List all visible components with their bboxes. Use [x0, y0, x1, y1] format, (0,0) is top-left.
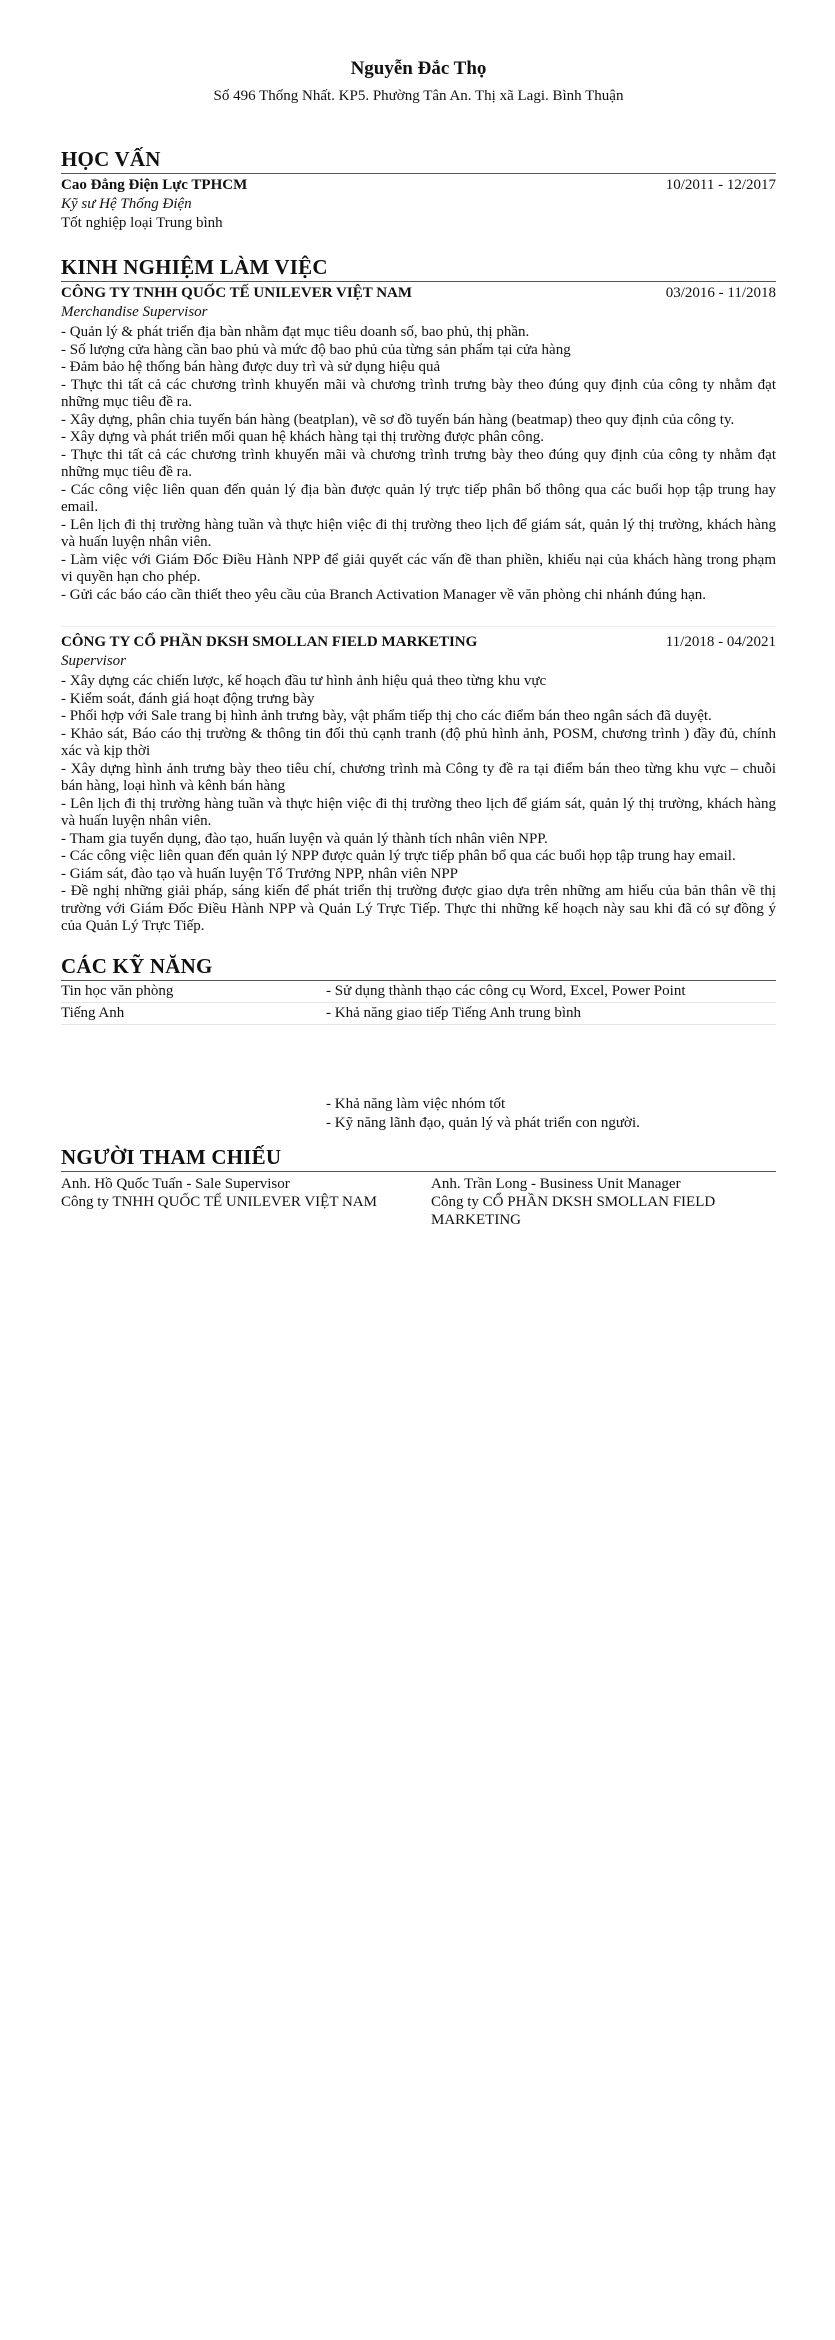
skill-name: Tin học văn phòng: [61, 982, 174, 999]
education-result: Tốt nghiệp loại Trung bình: [61, 215, 223, 231]
job-company: CÔNG TY TNHH QUỐC TẾ UNILEVER VIỆT NAM: [61, 285, 413, 301]
job-role: Merchandise Supervisor: [61, 304, 208, 320]
skill-desc: - Khả năng giao tiếp Tiếng Anh trung bình: [326, 1004, 581, 1021]
skill-row: [61, 1002, 776, 1024]
job-entry: [61, 284, 776, 604]
reference-item: [431, 1175, 761, 1229]
job-duties: [61, 324, 776, 604]
references-title: NGƯỜI THAM CHIẾU: [61, 1145, 776, 1172]
extra-skill-item: - Khả năng làm việc nhóm tốt: [326, 1095, 506, 1112]
resume-page: [61, 0, 776, 1229]
duty-item: - Xây dựng, phân chia tuyến bán hàng (beatplan), vẽ sơ đồ tuyến bán hàng (beatmap) theo quy định của công ty.: [61, 411, 735, 428]
education-row: [61, 176, 776, 195]
job-duties: [61, 673, 776, 936]
references-list: [61, 1175, 776, 1229]
skill-name: Tiếng Anh: [61, 1004, 125, 1021]
duty-item: - Đề nghị những giải pháp, sáng kiến để phát triển thị trường được giao dựa trên những am hiểu của bản thân về thị trường với Giám Đốc Điều Hành NPP và Quản Lý Trực Tiếp. Thực thi những kế hoạch này sau khi đã có sự đồng ý của Quản Lý Trực Tiếp.: [61, 883, 776, 934]
duty-item: - Tham gia tuyển dụng, đào tạo, huấn luyện và quản lý thành tích nhân viên NPP.: [61, 830, 548, 847]
duty-item: - Các công việc liên quan đến quản lý NPP được quản lý trực tiếp phân bổ qua các buổi họp tập trung hay email.: [61, 848, 736, 864]
job-entry: [61, 633, 776, 936]
job-period: 03/2016 - 11/2018: [665, 285, 776, 301]
skill-desc: - Sử dụng thành thạo các công cụ Word, Excel, Power Point: [326, 982, 686, 999]
skills-table: [61, 981, 776, 1025]
experience-title: KINH NGHIỆM LÀM VIỆC: [61, 255, 776, 282]
duty-item: - Lên lịch đi thị trường hàng tuần và thực hiện việc đi thị trường theo lịch để giám sát, quản lý thị trường, khách hàng và huấn luyện nhân viên.: [61, 516, 776, 550]
job-role: Supervisor: [61, 653, 126, 669]
education-period: 10/2011 - 12/2017: [665, 177, 776, 193]
duty-item: - Xây dựng hình ảnh trưng bày theo tiêu chí, chương trình mà Công ty đề ra tại điểm bán theo từng khu vực – chuỗi bán hàng, loại hình và kênh bán hàng: [61, 760, 776, 794]
duty-item: - Khảo sát, Báo cáo thị trường & thông tin đối thủ cạnh tranh (độ phủ hình ảnh, POSM, chương trình ) đầy đủ, chính xác và kịp thời: [61, 725, 776, 759]
duty-item: - Làm việc với Giám Đốc Điều Hành NPP để giải quyết các vấn đề than phiền, khiếu nại của khách hàng trong phạm vi quyền hạn cho phép.: [61, 551, 776, 585]
duty-item: - Kiểm soát, đánh giá hoạt động trưng bày: [61, 690, 315, 707]
skills-section: [61, 954, 776, 1133]
duty-item: - Thực thi tất cả các chương trình khuyến mãi và chương trình trưng bày theo đúng quy định của công ty nhằm đạt những mục tiêu đề ra.: [61, 376, 776, 410]
extra-skill-item: - Kỹ năng lãnh đạo, quản lý và phát triển con người.: [326, 1114, 640, 1131]
job-header: [61, 633, 776, 652]
skill-row: [61, 981, 776, 1003]
school-name: Cao Đẳng Điện Lực TPHCM: [61, 177, 248, 193]
duty-item: - Lên lịch đi thị trường hàng tuần và thực hiện việc đi thị trường theo lịch để giám sát, quản lý thị trường, khách hàng và huấn luyện nhân viên.: [61, 795, 776, 829]
job-divider: [61, 626, 776, 627]
reference-name: Anh. Hồ Quốc Tuấn - Sale Supervisor: [61, 1175, 290, 1192]
reference-company: Công ty TNHH QUỐC TẾ UNILEVER VIỆT NAM: [61, 1193, 377, 1210]
candidate-address: Số 496 Thống Nhất. KP5. Phường Tân An. Thị xã Lagi. Bình Thuận: [213, 88, 624, 104]
duty-item: - Thực thi tất cả các chương trình khuyến mãi và chương trình trưng bày theo đúng quy định của công ty nhằm đạt những mục tiêu đề ra.: [61, 446, 776, 480]
reference-name: Anh. Trần Long - Business Unit Manager: [431, 1175, 681, 1192]
job-period: 11/2018 - 04/2021: [665, 634, 776, 650]
extra-skills: [326, 1095, 776, 1133]
duty-item: - Xây dựng các chiến lược, kế hoạch đầu tư hình ảnh hiệu quả theo từng khu vực: [61, 673, 547, 689]
reference-company: Công ty CỔ PHẦN DKSH SMOLLAN FIELD MARKETING: [431, 1193, 716, 1228]
job-header: [61, 284, 776, 303]
duty-item: - Xây dựng và phát triển mối quan hệ khách hàng tại thị trường được phân công.: [61, 429, 545, 445]
job-company: CÔNG TY CỔ PHẦN DKSH SMOLLAN FIELD MARKETING: [61, 634, 478, 650]
references-section: [61, 1145, 776, 1229]
duty-item: - Các công việc liên quan đến quản lý địa bàn được quản lý trực tiếp phân bổ thông qua các buổi họp tập trung hay email.: [61, 481, 776, 515]
duty-item: - Phối hợp với Sale trang bị hình ảnh trưng bày, vật phẩm tiếp thị cho các điểm bán theo ngân sách đã duyệt.: [61, 708, 712, 724]
duty-item: - Quản lý & phát triển địa bàn nhằm đạt mục tiêu doanh số, bao phủ, thị phần.: [61, 324, 530, 340]
experience-section: [61, 255, 776, 936]
duty-item: - Gửi các báo cáo cần thiết theo yêu cầu của Branch Activation Manager về văn phòng chi nhánh đúng hạn.: [61, 586, 706, 603]
duty-item: - Đảm bảo hệ thống bán hàng được duy trì và sử dụng hiệu quả: [61, 359, 441, 375]
candidate-name: Nguyễn Đắc Thọ: [350, 58, 487, 79]
duty-item: - Giám sát, đào tạo và huấn luyện Tổ Trưởng NPP, nhân viên NPP: [61, 865, 459, 882]
education-title: HỌC VẤN: [61, 147, 776, 174]
reference-item: [61, 1175, 431, 1229]
education-major: Kỹ sư Hệ Thống Điện: [61, 196, 192, 212]
education-section: [61, 147, 776, 233]
duty-item: - Số lượng cửa hàng cần bao phủ và mức độ bao phủ của từng sản phẩm tại cửa hàng: [61, 341, 571, 358]
skills-title: CÁC KỸ NĂNG: [61, 954, 776, 981]
